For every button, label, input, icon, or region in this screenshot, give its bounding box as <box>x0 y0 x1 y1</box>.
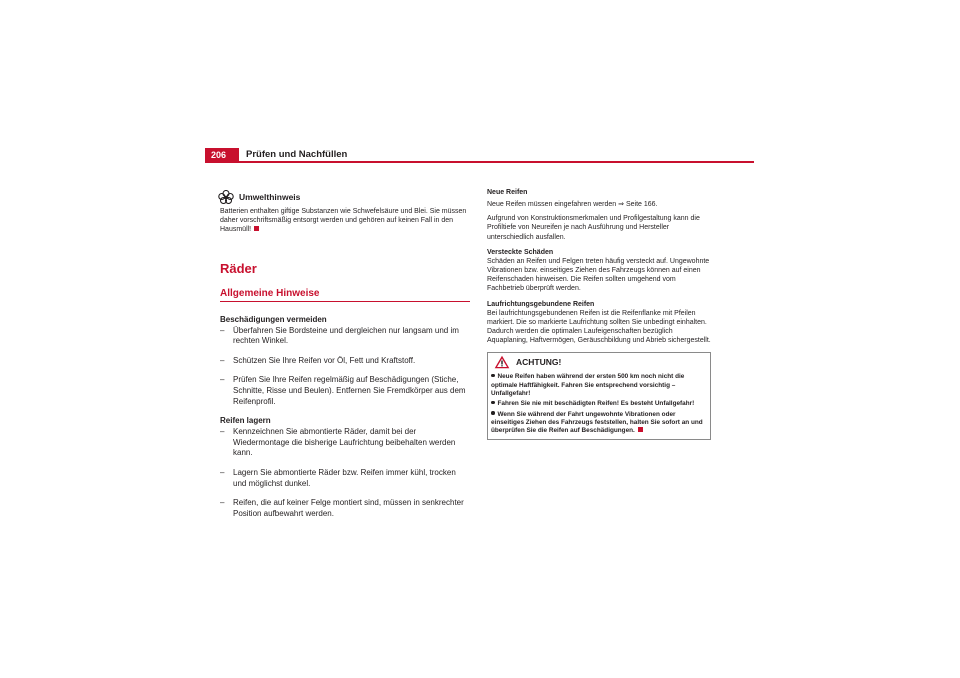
directional-heading: Laufrichtungsgebundene Reifen <box>487 300 595 308</box>
end-mark-icon <box>638 427 643 432</box>
damage-list <box>220 326 470 408</box>
hidden-damage-block <box>487 248 711 294</box>
storage-heading: Reifen lagern <box>220 416 271 426</box>
section-title: Allgemeine Hinweise <box>220 288 470 302</box>
end-mark-icon <box>254 226 259 231</box>
directional-text: Bei laufrichtungsgebundenen Reifen ist die Reifenflanke mit Pfeilen markiert. Die so markierte Laufrichtung sollten Sie unbedingt einhalten. Dadurch werden die optimalen Laufeigenschaften bezüglich Aquaplaning, Haftvermögen, Geräuschbildung und Abrieb sichergestellt. <box>487 309 711 345</box>
warning-item: Neue Reifen haben während der ersten 500 km noch nicht die optimale Haftfähigkeit. Fahren Sie entsprechend vorsichtig – Unfallgefahr! <box>491 373 685 398</box>
damage-heading: Beschädigungen vermeiden <box>220 314 327 324</box>
warning-heading <box>491 353 707 371</box>
list-item: – Überfahren Sie Bordsteine und dergleichen nur langsam und im rechten Winkel. <box>220 326 470 347</box>
warning-item: Wenn Sie während der Fahrt ungewohnte Vibrationen oder einseitiges Ziehen des Fahrzeugs feststellen, halten Sie sofort an und überprüfen Sie die Reifen auf Beschädigungen. <box>491 410 703 435</box>
warning-item: Fahren Sie nie mit beschädigten Reifen! Es besteht Unfallgefahr! <box>491 400 707 408</box>
hidden-damage-heading: Versteckte Schäden <box>487 248 554 256</box>
page-number: 206 <box>205 148 239 162</box>
bullet-icon <box>491 401 495 405</box>
list-item: – Prüfen Sie Ihre Reifen regelmäßig auf Beschädigungen (Stiche, Schnitte, Risse und Beulen). Entfernen Sie Fremdkörper aus dem Reifenprofil. <box>220 375 470 407</box>
environment-note-title: Umwelthinweis <box>239 192 301 202</box>
warning-box <box>487 352 711 439</box>
new-tyres-text-2: Aufgrund von Konstruktionsmerkmalen und Profilgestaltung kann die Profiltiefe von Neureifen je nach Ausführung und Hersteller unterschiedlich ausfallen. <box>487 215 700 241</box>
warning-title: ACHTUNG! <box>516 357 562 368</box>
new-tyres-heading: Neue Reifen <box>487 189 528 196</box>
directional-block <box>487 300 711 346</box>
chapter-title: Räder <box>220 260 257 276</box>
running-title: Prüfen und Nachfüllen <box>246 149 348 160</box>
list-item: – Kennzeichnen Sie abmontierte Räder, damit bei der Wiedermontage die bisherige Laufrichtung beibehalten werden kann. <box>220 427 470 459</box>
header-rule <box>205 161 754 163</box>
left-column <box>220 190 470 519</box>
bullet-icon <box>491 411 495 415</box>
hidden-damage-text: Schäden an Reifen und Felgen treten häufig versteckt auf. Ungewohnte Vibrationen bzw. einseitiges Ziehen des Fahrzeugs können auf einen Reifenschaden hinweisen. Die Reifen sollten umgehend vom Fachbetrieb überprüft werden. <box>487 257 710 293</box>
environment-note-heading <box>218 190 470 204</box>
bullet-icon <box>491 374 495 378</box>
list-item: – Lagern Sie abmontierte Räder bzw. Reifen immer kühl, trocken und möglichst dunkel. <box>220 468 470 489</box>
list-item: – Reifen, die auf keiner Felge montiert sind, müssen in senkrechter Position aufbewahrt werden. <box>220 498 470 519</box>
new-tyres-text: Neue Reifen müssen eingefahren werden ⇒ Seite 166. <box>487 201 658 208</box>
warning-triangle-icon <box>494 355 510 369</box>
environment-note-text: Batterien enthalten giftige Substanzen wie Schwefelsäure und Blei. Sie müssen daher vorschriftsmäßig entsorgt werden und gehören auf keinen Fall in den Hausmüll! <box>220 208 467 234</box>
storage-list <box>220 427 470 519</box>
flower-icon <box>218 190 234 204</box>
right-column <box>487 188 711 440</box>
list-item: – Schützen Sie Ihre Reifen vor Öl, Fett und Kraftstoff. <box>220 356 470 367</box>
